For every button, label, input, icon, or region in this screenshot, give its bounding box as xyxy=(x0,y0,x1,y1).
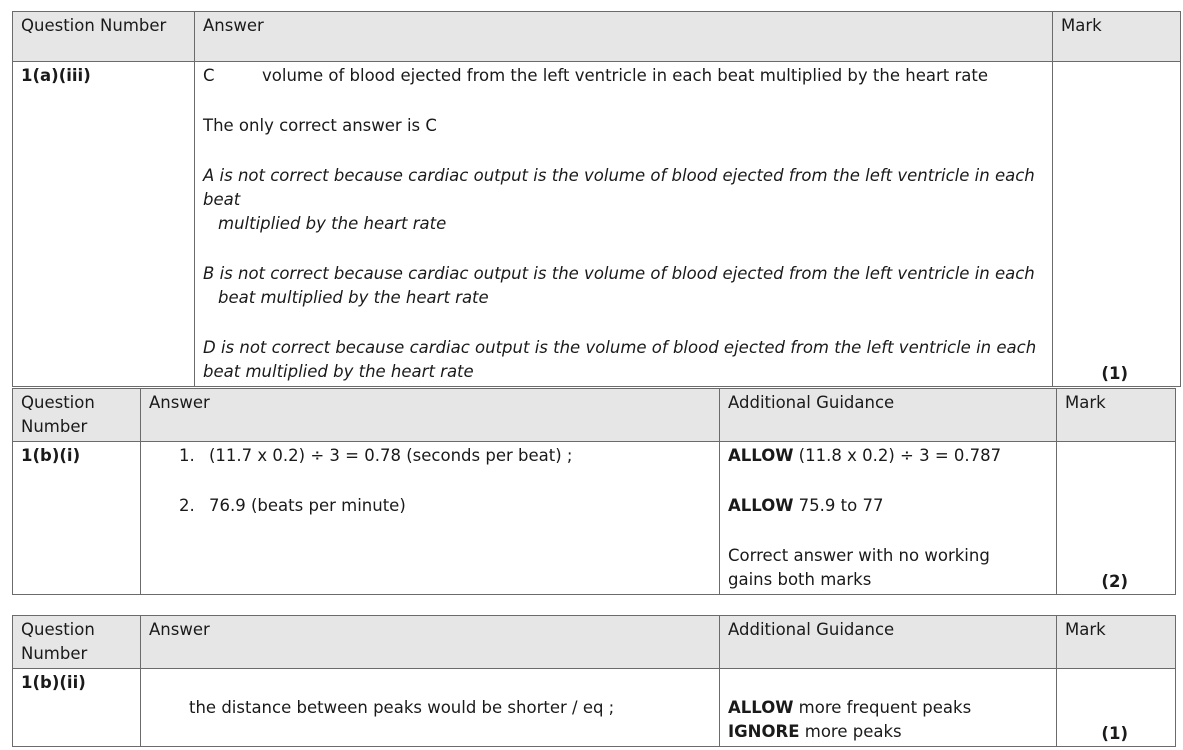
answer-item-number: 1. xyxy=(179,446,195,465)
answer-cell xyxy=(141,669,720,747)
guidance-allow xyxy=(728,696,1048,720)
header-question-number: Question Number xyxy=(13,389,141,442)
answer-item-number: 2. xyxy=(179,496,195,515)
answer-item-text: 76.9 (beats per minute) xyxy=(209,496,406,515)
mark-scheme-table-1b-i xyxy=(12,388,1176,595)
header-question-number: Question Number xyxy=(13,12,195,62)
answer-cell xyxy=(141,442,720,595)
question-number: 1(b)(ii) xyxy=(13,669,141,747)
header-mark: Mark xyxy=(1057,616,1176,669)
answer-item-1 xyxy=(179,444,711,468)
guidance-allow-2 xyxy=(728,494,1048,518)
mark-cell xyxy=(1053,62,1181,387)
guidance-allow-1 xyxy=(728,444,1048,468)
ignore-text: more peaks xyxy=(799,722,902,741)
distractor-b xyxy=(203,262,1044,310)
answer-cell xyxy=(195,62,1053,387)
guidance-cell xyxy=(720,442,1057,595)
header-mark: Mark xyxy=(1053,12,1181,62)
header-question-number: Question Number xyxy=(13,616,141,669)
distractor-a-line1: A is not correct because cardiac output is the volume of blood ejected from the left ventricle in each beat xyxy=(203,166,1035,209)
mark-scheme-table-1b-ii xyxy=(12,615,1176,747)
allow-keyword: ALLOW xyxy=(728,496,794,515)
allow-keyword: ALLOW xyxy=(728,446,794,465)
answer-letter: C xyxy=(203,66,215,85)
guidance-ignore xyxy=(728,720,1048,744)
answer-item-2 xyxy=(179,494,711,518)
allow-text: 75.9 to 77 xyxy=(793,496,884,515)
allow-text: (11.8 x 0.2) ÷ 3 = 0.787 xyxy=(793,446,1002,465)
guidance-cell xyxy=(720,669,1057,747)
distractor-d-line1: D is not correct because cardiac output is the volume of blood ejected from the left ventricle in each xyxy=(203,338,1037,357)
mark-scheme-table-1a-iii xyxy=(12,11,1181,387)
mark-cell xyxy=(1057,669,1176,747)
guidance-note-line1: Correct answer with no working xyxy=(728,546,990,565)
header-mark: Mark xyxy=(1057,389,1176,442)
header-answer: Answer xyxy=(141,616,720,669)
distractor-b-line2: beat multiplied by the heart rate xyxy=(218,288,489,307)
allow-keyword: ALLOW xyxy=(728,698,794,717)
distractor-a xyxy=(203,164,1044,236)
distractor-a-line2: multiplied by the heart rate xyxy=(218,214,447,233)
mark-value: (1) xyxy=(1101,724,1128,743)
header-additional-guidance: Additional Guidance xyxy=(720,616,1057,669)
correct-answer-statement: The only correct answer is C xyxy=(203,116,437,135)
distractor-b-line1: B is not correct because cardiac output is the volume of blood ejected from the left ventricle in each xyxy=(203,264,1035,283)
guidance-note-line2: gains both marks xyxy=(728,570,872,589)
answer-text: the distance between peaks would be shorter / eq ; xyxy=(189,698,615,717)
answer-item-text: (11.7 x 0.2) ÷ 3 = 0.78 (seconds per beat) ; xyxy=(209,446,573,465)
header-answer: Answer xyxy=(195,12,1053,62)
distractor-d xyxy=(203,336,1044,384)
question-number: 1(b)(i) xyxy=(13,442,141,595)
question-number: 1(a)(iii) xyxy=(13,62,195,387)
mark-value: (2) xyxy=(1101,572,1128,591)
answer-text: volume of blood ejected from the left ventricle in each beat multiplied by the heart rate xyxy=(262,66,988,85)
distractor-d-line2: beat multiplied by the heart rate xyxy=(203,362,474,381)
mark-value: (1) xyxy=(1101,364,1128,383)
header-additional-guidance: Additional Guidance xyxy=(720,389,1057,442)
allow-text: more frequent peaks xyxy=(793,698,972,717)
header-answer: Answer xyxy=(141,389,720,442)
ignore-keyword: IGNORE xyxy=(728,722,800,741)
mark-cell xyxy=(1057,442,1176,595)
